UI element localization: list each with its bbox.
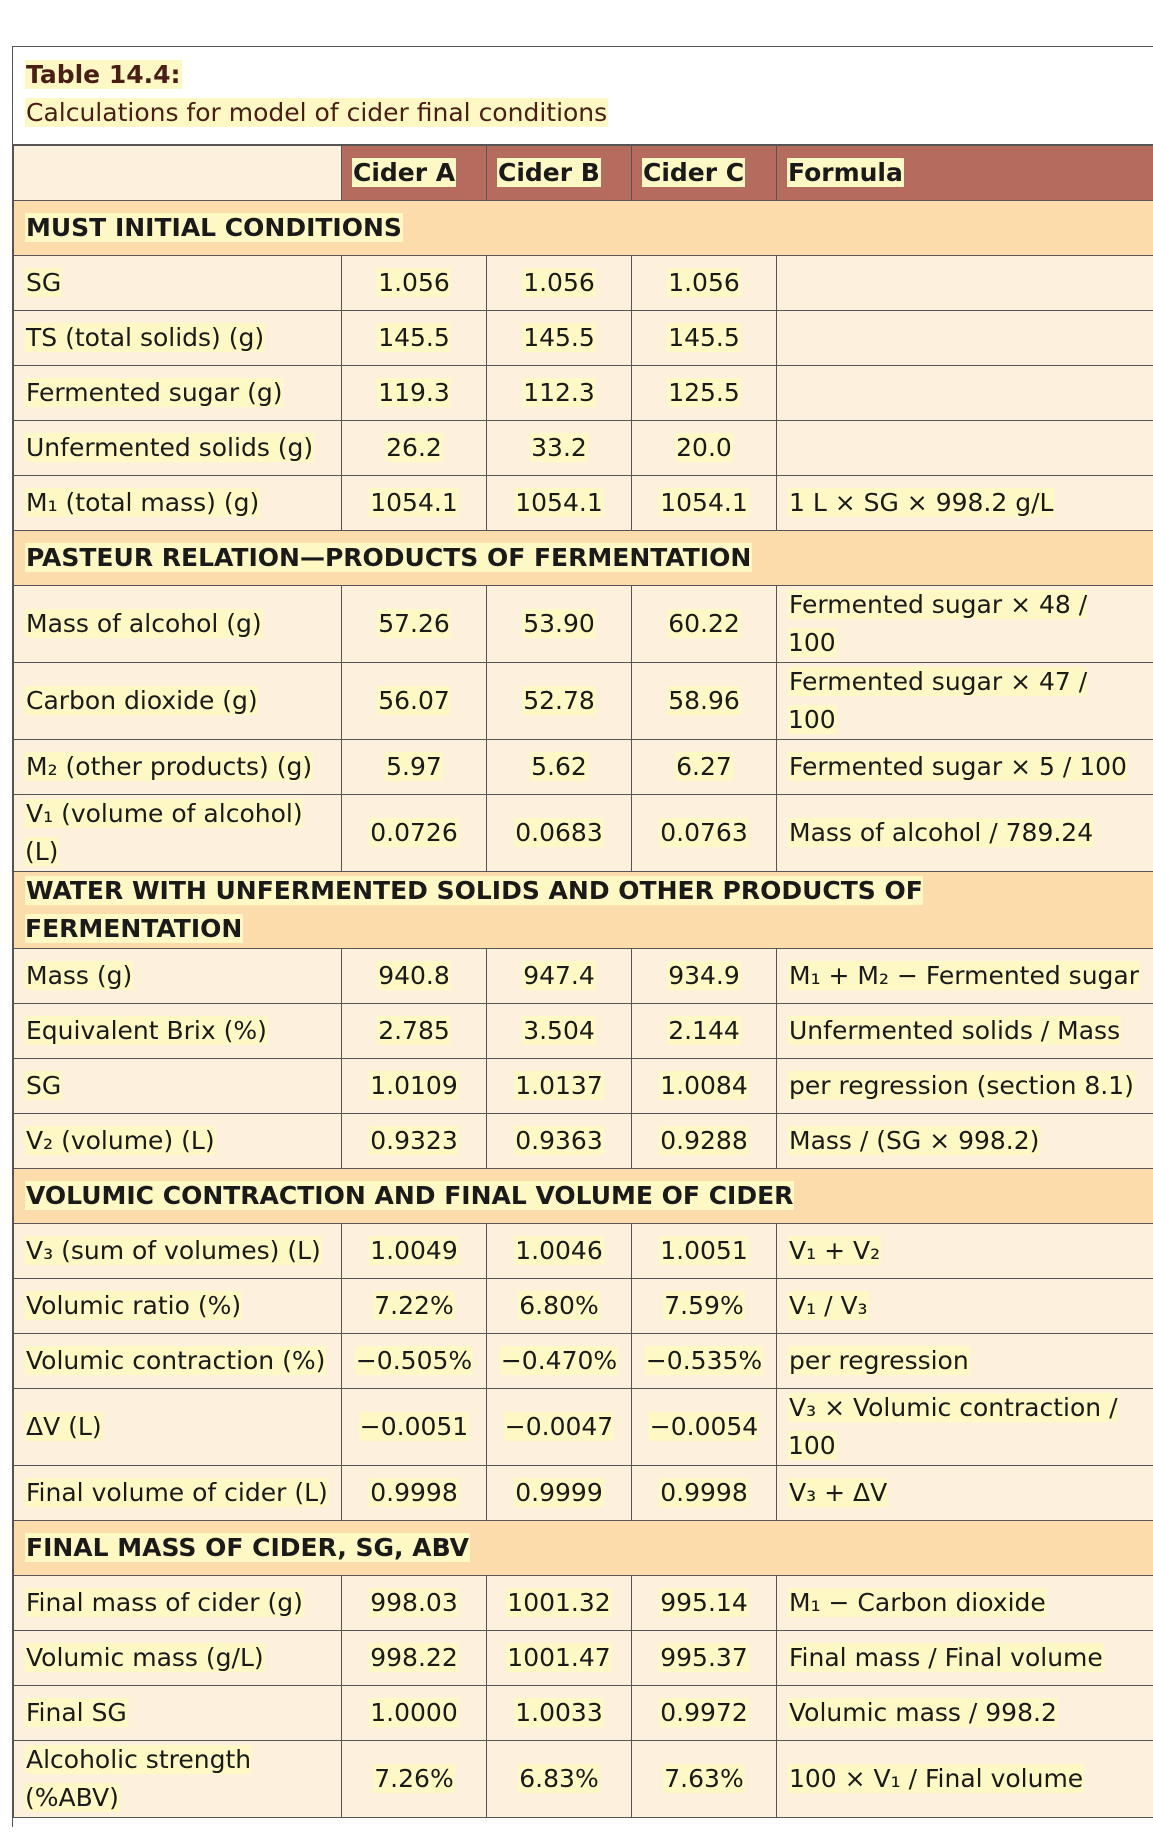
cell-cider-b: 0.0683 [487,795,632,872]
cell-cider-b: 53.90 [487,586,632,663]
section-header-row [14,201,1153,256]
formula-cell: M₁ − Carbon dioxide [777,1576,1153,1631]
formula-cell: V₃ × Volumic contraction / 100 [777,1389,1153,1466]
cell-cider-c: 2.144 [632,1004,777,1059]
formula-cell: Mass of alcohol / 789.24 [777,795,1153,872]
cell-cider-b: 5.62 [487,740,632,795]
cell-cider-a: 998.03 [342,1576,487,1631]
formula-cell: V₁ + V₂ [777,1224,1153,1279]
cell-cider-c: 1.0051 [632,1224,777,1279]
table-row [14,476,1153,531]
header-row [14,146,1153,201]
formula-cell: Final mass / Final volume [777,1631,1153,1686]
row-label: Volumic contraction (%) [14,1334,342,1389]
table-body [14,201,1153,1818]
row-label: M₂ (other products) (g) [14,740,342,795]
table-number: Table 14.4: [26,60,181,89]
cell-cider-a: 1.0049 [342,1224,487,1279]
cell-cider-b: 947.4 [487,949,632,1004]
table-row [14,586,1153,663]
cell-cider-b: 0.9363 [487,1114,632,1169]
cell-cider-a: 57.26 [342,586,487,663]
section-title: FINAL MASS OF CIDER, SG, ABV [14,1521,1153,1576]
table-row [14,1389,1153,1466]
row-label: Volumic mass (g/L) [14,1631,342,1686]
cell-cider-c: 1.0084 [632,1059,777,1114]
header-cider-c: Cider C [632,146,777,201]
formula-cell [777,256,1153,311]
cell-cider-a: 1054.1 [342,476,487,531]
cell-cider-c: 0.9998 [632,1466,777,1521]
cell-cider-a: 2.785 [342,1004,487,1059]
section-title: WATER WITH UNFERMENTED SOLIDS AND OTHER PRODUCTS OF FERMENTATION [14,872,1153,949]
row-label: V₂ (volume) (L) [14,1114,342,1169]
table-row [14,795,1153,872]
formula-cell: per regression [777,1334,1153,1389]
row-label: M₁ (total mass) (g) [14,476,342,531]
row-label: V₃ (sum of volumes) (L) [14,1224,342,1279]
cell-cider-b: 0.9999 [487,1466,632,1521]
cell-cider-b: 1.0046 [487,1224,632,1279]
cell-cider-a: 1.0109 [342,1059,487,1114]
row-label: SG [14,256,342,311]
cell-cider-c: 60.22 [632,586,777,663]
cell-cider-c: −0.535% [632,1334,777,1389]
row-label: Final SG [14,1686,342,1741]
table-row [14,740,1153,795]
cell-cider-c: 934.9 [632,949,777,1004]
cell-cider-c: 995.37 [632,1631,777,1686]
cell-cider-c: 6.27 [632,740,777,795]
cell-cider-c: 145.5 [632,311,777,366]
cell-cider-b: 145.5 [487,311,632,366]
cell-cider-c: 58.96 [632,663,777,740]
cell-cider-b: 1.0137 [487,1059,632,1114]
table-row [14,1279,1153,1334]
row-label: TS (total solids) (g) [14,311,342,366]
cell-cider-a: 1.0000 [342,1686,487,1741]
cell-cider-a: 26.2 [342,421,487,476]
cell-cider-a: 1.056 [342,256,487,311]
cell-cider-b: 52.78 [487,663,632,740]
formula-cell [777,421,1153,476]
table-row [14,311,1153,366]
section-header-row [14,531,1153,586]
formula-cell: per regression (section 8.1) [777,1059,1153,1114]
header-cider-b: Cider B [487,146,632,201]
cell-cider-c: 0.9972 [632,1686,777,1741]
table-caption [13,47,1153,145]
cell-cider-a: 145.5 [342,311,487,366]
cell-cider-c: 7.63% [632,1741,777,1818]
header-blank [14,146,342,201]
cell-cider-c: 995.14 [632,1576,777,1631]
row-label: Mass (g) [14,949,342,1004]
cell-cider-c: −0.0054 [632,1389,777,1466]
table-row [14,663,1153,740]
formula-cell: V₁ / V₃ [777,1279,1153,1334]
cell-cider-b: 1054.1 [487,476,632,531]
section-header-row [14,1521,1153,1576]
row-label: Equivalent Brix (%) [14,1004,342,1059]
header-cider-a: Cider A [342,146,487,201]
table-row [14,256,1153,311]
cell-cider-b: 3.504 [487,1004,632,1059]
cell-cider-b: −0.0047 [487,1389,632,1466]
row-label: Volumic ratio (%) [14,1279,342,1334]
row-label: V₁ (volume of alcohol) (L) [14,795,342,872]
cell-cider-b: 6.80% [487,1279,632,1334]
formula-cell: Fermented sugar × 5 / 100 [777,740,1153,795]
row-label: Fermented sugar (g) [14,366,342,421]
section-title: MUST INITIAL CONDITIONS [14,201,1153,256]
table-row [14,421,1153,476]
cell-cider-a: 0.9998 [342,1466,487,1521]
cell-cider-b: 1001.32 [487,1576,632,1631]
row-label: Final volume of cider (L) [14,1466,342,1521]
table-frame [12,46,1153,1827]
cell-cider-a: 119.3 [342,366,487,421]
cider-table [13,145,1153,1818]
table-row [14,366,1153,421]
table-row [14,1631,1153,1686]
cell-cider-a: 7.26% [342,1741,487,1818]
table-row [14,1059,1153,1114]
table-row [14,1686,1153,1741]
table-row [14,949,1153,1004]
cell-cider-a: 998.22 [342,1631,487,1686]
section-title: VOLUMIC CONTRACTION AND FINAL VOLUME OF CIDER [14,1169,1153,1224]
cell-cider-b: −0.470% [487,1334,632,1389]
row-label: Final mass of cider (g) [14,1576,342,1631]
formula-cell: Fermented sugar × 47 / 100 [777,663,1153,740]
formula-cell: Fermented sugar × 48 / 100 [777,586,1153,663]
header-formula: Formula [777,146,1153,201]
formula-cell: Mass / (SG × 998.2) [777,1114,1153,1169]
cell-cider-a: −0.0051 [342,1389,487,1466]
cell-cider-a: 0.9323 [342,1114,487,1169]
table-row [14,1114,1153,1169]
cell-cider-c: 1.056 [632,256,777,311]
cell-cider-a: 56.07 [342,663,487,740]
row-label: Carbon dioxide (g) [14,663,342,740]
formula-cell [777,311,1153,366]
formula-cell [777,366,1153,421]
table-row [14,1004,1153,1059]
cell-cider-c: 0.9288 [632,1114,777,1169]
cell-cider-a: 940.8 [342,949,487,1004]
cell-cider-c: 1054.1 [632,476,777,531]
formula-cell: Volumic mass / 998.2 [777,1686,1153,1741]
table-row [14,1576,1153,1631]
formula-cell: M₁ + M₂ − Fermented sugar [777,949,1153,1004]
cell-cider-a: 5.97 [342,740,487,795]
cell-cider-b: 1001.47 [487,1631,632,1686]
row-label: SG [14,1059,342,1114]
cell-cider-b: 33.2 [487,421,632,476]
cell-cider-c: 0.0763 [632,795,777,872]
row-label: Unfermented solids (g) [14,421,342,476]
formula-cell: 1 L × SG × 998.2 g/L [777,476,1153,531]
row-label: Mass of alcohol (g) [14,586,342,663]
cell-cider-a: 7.22% [342,1279,487,1334]
formula-cell: Unfermented solids / Mass [777,1004,1153,1059]
cell-cider-a: −0.505% [342,1334,487,1389]
row-label: ΔV (L) [14,1389,342,1466]
section-title: PASTEUR RELATION—PRODUCTS OF FERMENTATION [14,531,1153,586]
cell-cider-a: 0.0726 [342,795,487,872]
cell-cider-c: 7.59% [632,1279,777,1334]
section-header-row [14,1169,1153,1224]
table-row [14,1466,1153,1521]
table-row [14,1741,1153,1818]
cell-cider-b: 6.83% [487,1741,632,1818]
table-row [14,1334,1153,1389]
cell-cider-b: 1.0033 [487,1686,632,1741]
cell-cider-b: 1.056 [487,256,632,311]
table-title: Calculations for model of cider final conditions [26,98,608,127]
cell-cider-b: 112.3 [487,366,632,421]
formula-cell: V₃ + ΔV [777,1466,1153,1521]
row-label: Alcoholic strength (%ABV) [14,1741,342,1818]
cell-cider-c: 20.0 [632,421,777,476]
section-header-row [14,872,1153,949]
table-row [14,1224,1153,1279]
formula-cell: 100 × V₁ / Final volume [777,1741,1153,1818]
cell-cider-c: 125.5 [632,366,777,421]
